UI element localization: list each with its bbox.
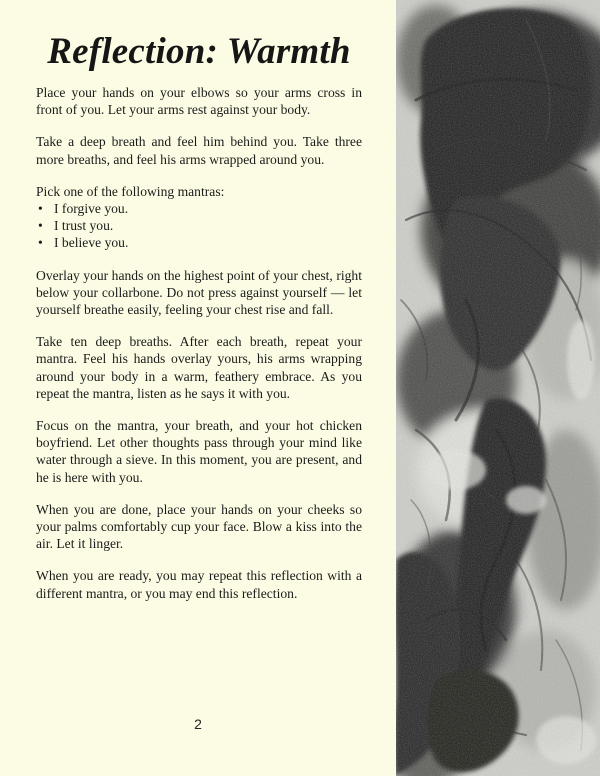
paragraph-overlay-hands: Overlay your hands on the highest point of your chest, right below your collarbone. Do not press against yourself — let yourself breathe easily, feeling your chest rise and fall. [36, 267, 362, 318]
mantra-text: I believe you. [54, 235, 129, 251]
mantra-item [36, 234, 362, 251]
page-number: 2 [194, 716, 202, 732]
paragraph-ten-breaths: Take ten deep breaths. After each breath, repeat your mantra. Feel his hands overlay yours, his arms wrapping around your body in a warm, feathery embrace. As you repeat the mantra, listen as he says it with you. [36, 334, 362, 401]
paragraph-hands-on-elbows: Place your hands on your elbows so your arms cross in front of you. Let your arms rest against your body. [36, 85, 362, 118]
paragraph-when-ready: When you are ready, you may repeat this reflection with a different mantra, or you may end this reflection. [36, 568, 362, 601]
mantra-item [36, 217, 362, 234]
paragraph-when-done: When you are done, place your hands on your cheeks so your palms comfortably cup your face. Blow a kiss into the air. Let it linger. [36, 501, 362, 552]
page-title: Reflection: Warmth [47, 31, 351, 72]
bullet-icon: • [38, 218, 43, 234]
mantra-list [36, 200, 362, 252]
paragraph-focus: Focus on the mantra, your breath, and your hot chicken boyfriend. Let other thoughts pass through your mind like water through a sieve. In this moment, you are present, and he is here with you. [36, 418, 362, 485]
mantra-item [36, 200, 362, 217]
bullet-icon: • [38, 235, 43, 251]
bullet-icon: • [38, 201, 43, 217]
paragraph-pick-mantra: Pick one of the following mantras: [36, 183, 225, 199]
charcoal-illustration [396, 0, 600, 776]
mantra-text: I trust you. [54, 218, 114, 234]
paragraph-deep-breath: Take a deep breath and feel him behind you. Take three more breaths, and feel his arms wrapped around you. [36, 134, 362, 167]
mantra-text: I forgive you. [54, 201, 129, 217]
text-column [36, 30, 362, 617]
